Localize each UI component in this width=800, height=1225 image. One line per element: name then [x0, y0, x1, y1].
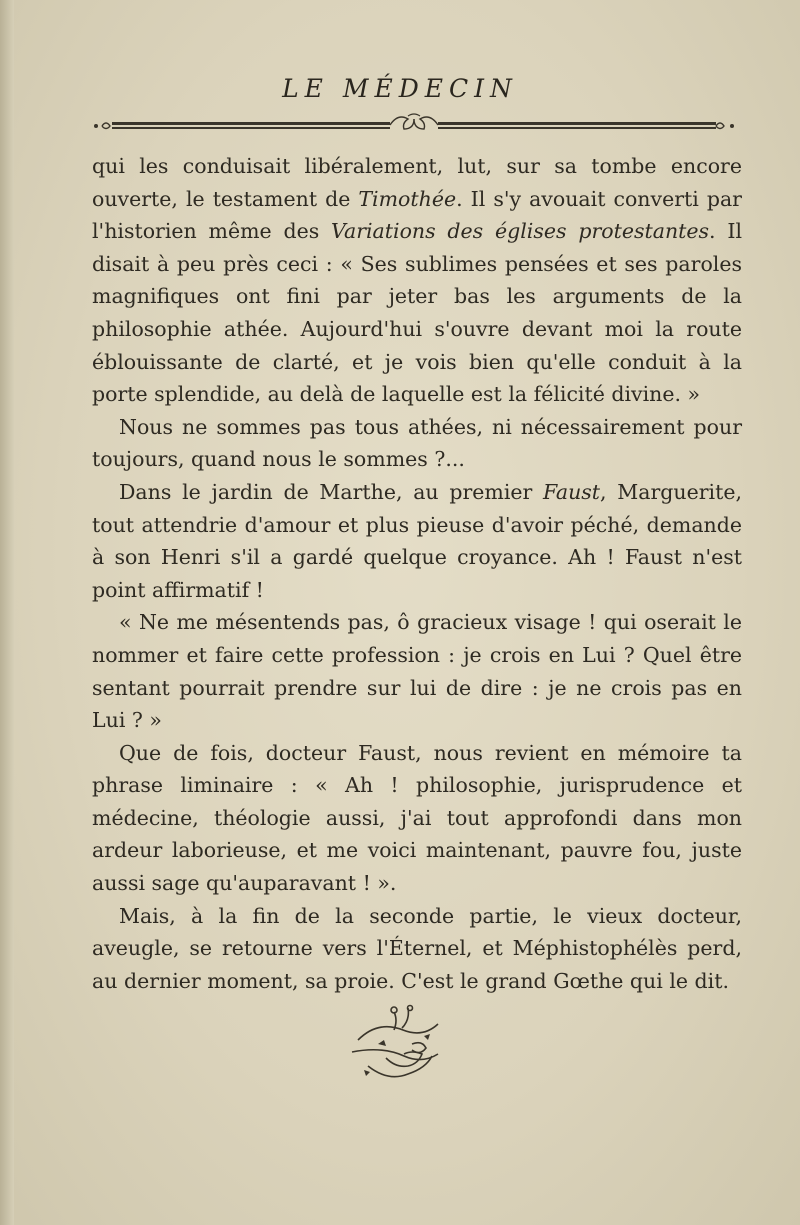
text-run: . Il disait à peu près ceci : « Ses sublimes pensées et ses paroles magnifiques ont fini par jeter bas les arguments de la philosophie athée. Aujourd'hui s'ouvre devant moi la route éblouissante de clarté, et je vois bien qu'elle conduit à la porte splendide, au delà de laquelle est la félicité divine. » — [92, 219, 742, 407]
text-run: qui les conduisait libéralement, lut, sur sa tombe encore ouverte, le testament de — [92, 154, 742, 211]
paragraph: Que de fois, docteur Faust, nous revient en mémoire ta phrase liminaire : « Ah ! philosophie, jurisprudence et médecine, théologie aussi, j'ai tout approfondi dans mon ardeur laborieuse, et me voici maintenant, pauvre fou, juste aussi sage qu'auparavant ! ». — [92, 740, 742, 896]
paragraph: « Ne me mésentends pas, ô gracieux visage ! qui oserait le nommer et faire cette profession : je crois en Lui ? Quel être sentant pourrait prendre sur lui de dire : je ne crois pas en Lui ? » — [92, 610, 742, 733]
floral-rule-ornament — [92, 112, 736, 136]
italic-name: Timothée — [358, 186, 457, 211]
paragraph — [92, 476, 742, 606]
body-text — [92, 150, 742, 997]
italic-title: Variations des églises protestantes — [331, 219, 710, 244]
text-run: Dans le jardin de Marthe, au premier — [119, 479, 544, 504]
running-title: LE MÉDECIN — [282, 74, 518, 103]
paragraph: Nous ne sommes pas tous athées, ni nécessairement pour toujours, quand nous le sommes ?... — [92, 414, 742, 472]
page-gutter — [0, 0, 14, 1225]
text-run: . Il s'y avouait converti par l'historien même des — [92, 186, 742, 244]
text-run: , Marguerite, tout attendrie d'amour et plus pieuse d'avoir péché, demande à son Henri s'il a gardé quelque croyance. Ah ! Faust n'est point affirmatif ! — [92, 479, 742, 602]
paragraph — [92, 150, 742, 411]
italic-title: Faust — [543, 479, 601, 504]
paragraph: Mais, à la fin de la seconde partie, le vieux docteur, aveugle, se retourne vers l'Éternel, et Méphistophélès perd, au dernier moment, sa proie. C'est le grand Gœthe qui le dit. — [92, 903, 742, 993]
floral-vignette-ornament — [338, 1000, 458, 1100]
